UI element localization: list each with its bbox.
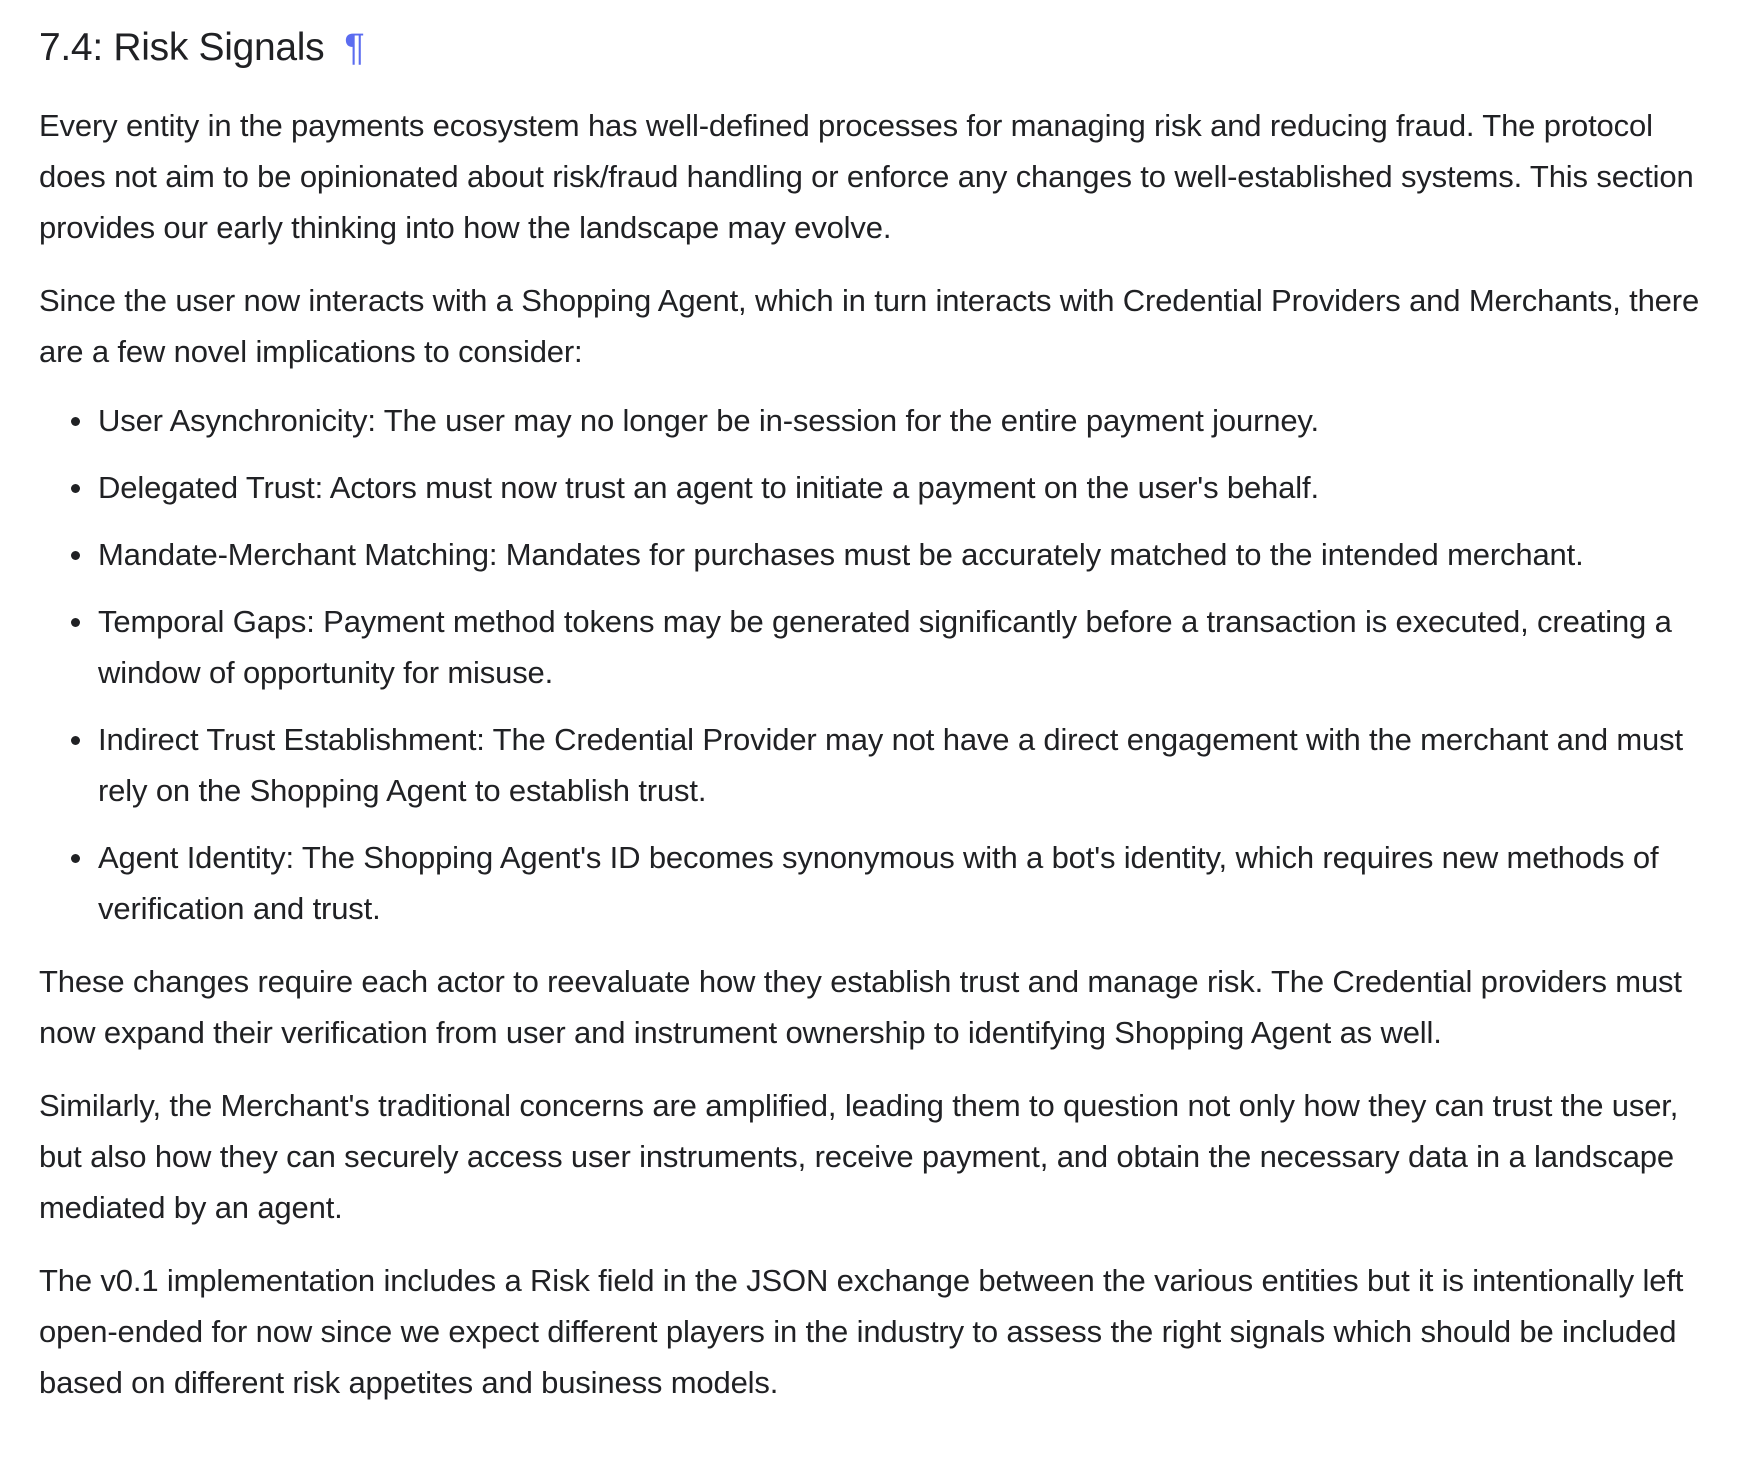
list-item: Agent Identity: The Shopping Agent's ID becomes synonymous with a bot's identity, which requires new methods of verification and trust. — [98, 832, 1704, 934]
section-heading — [39, 18, 1704, 78]
paragraph-similarly: Similarly, the Merchant's traditional concerns are amplified, leading them to question not only how they can trust the user, but also how they can securely access user instruments, receive payment, and obtain the necessary data in a landscape mediated by an agent. — [39, 1088, 1679, 1225]
section-title: 7.4: Risk Signals — [39, 26, 325, 69]
implications-list — [39, 395, 1704, 934]
list-item: Delegated Trust: Actors must now trust an agent to initiate a payment on the user's behalf. — [98, 462, 1704, 513]
paragraph-implementation: The v0.1 implementation includes a Risk field in the JSON exchange between the various entities but it is intentionally left open-ended for now since we expect different players in the industry to assess the right signals which should be included based on different risk appetites and business models. — [39, 1263, 1684, 1400]
paragraph-changes: These changes require each actor to reevaluate how they establish trust and manage risk. The Credential providers must now expand their verification from user and instrument ownership to identifying Shopping Agent as well. — [39, 964, 1682, 1050]
list-item: Mandate-Merchant Matching: Mandates for purchases must be accurately matched to the intended merchant. — [98, 529, 1704, 580]
paragraph-since: Since the user now interacts with a Shopping Agent, which in turn interacts with Credential Providers and Merchants, there are a few novel implications to consider: — [39, 283, 1700, 369]
list-item: User Asynchronicity: The user may no longer be in-session for the entire payment journey. — [98, 395, 1704, 446]
list-item: Indirect Trust Establishment: The Credential Provider may not have a direct engagement with the merchant and must rely on the Shopping Agent to establish trust. — [98, 714, 1704, 816]
permalink-anchor[interactable]: ¶ — [344, 27, 365, 69]
list-item: Temporal Gaps: Payment method tokens may be generated significantly before a transaction is executed, creating a window of opportunity for misuse. — [98, 596, 1704, 698]
paragraph-intro: Every entity in the payments ecosystem has well-defined processes for managing risk and reducing fraud. The protocol does not aim to be opinionated about risk/fraud handling or enforce any changes to well-established systems. This section provides our early thinking into how the landscape may evolve. — [39, 108, 1694, 245]
